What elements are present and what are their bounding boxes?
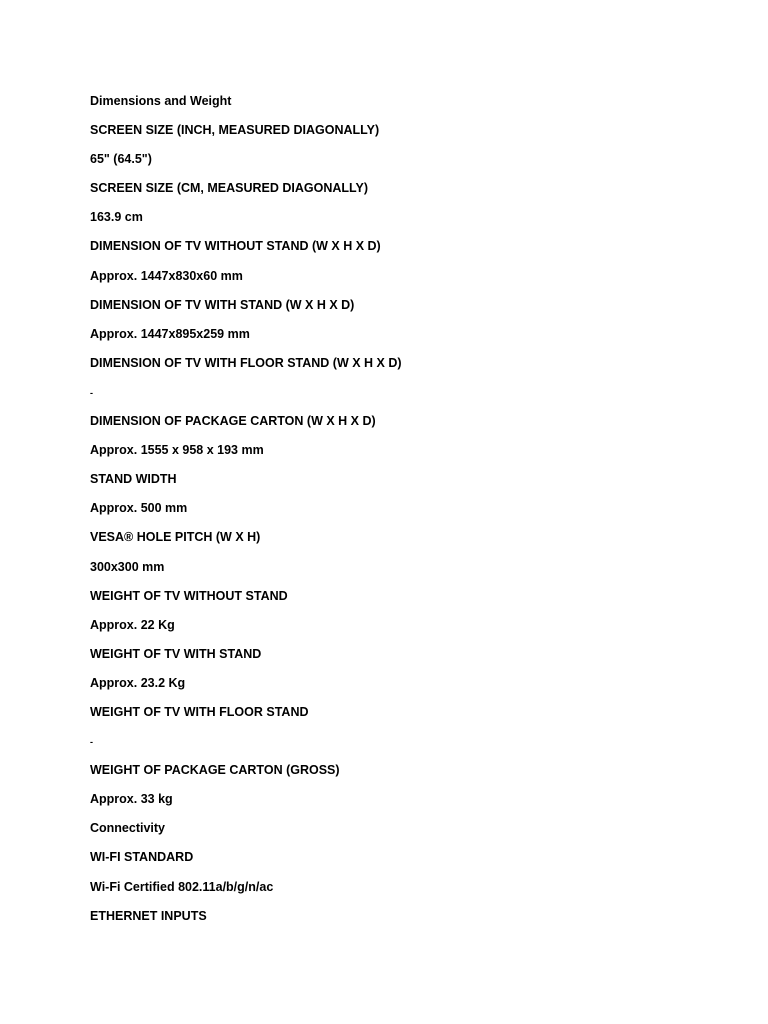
spec-value-weight-without-stand: Approx. 22 Kg (90, 617, 175, 632)
spec-label-wifi-standard: WI-FI STANDARD (90, 850, 194, 865)
spec-list (90, 92, 710, 936)
spec-label-vesa-hole-pitch: VESA® HOLE PITCH (W X H) (90, 530, 261, 545)
spec-value-vesa-hole-pitch: 300x300 mm (90, 559, 165, 574)
spec-label-package-carton-weight: WEIGHT OF PACKAGE CARTON (GROSS) (90, 763, 340, 778)
spec-value-stand-width: Approx. 500 mm (90, 501, 188, 516)
spec-value-dimension-with-floor-stand: - (90, 387, 93, 398)
spec-label-stand-width: STAND WIDTH (90, 472, 177, 487)
spec-value-screen-size-inch: 65" (64.5") (90, 152, 152, 167)
spec-label-dimension-with-stand: DIMENSION OF TV WITH STAND (W X H X D) (90, 297, 355, 312)
spec-label-screen-size-inch: SCREEN SIZE (INCH, MEASURED DIAGONALLY) (90, 123, 380, 138)
spec-value-dimension-with-stand: Approx. 1447x895x259 mm (90, 326, 250, 341)
spec-value-screen-size-cm: 163.9 cm (90, 210, 143, 225)
spec-label-dimension-without-stand: DIMENSION OF TV WITHOUT STAND (W X H X D) (90, 239, 381, 254)
spec-label-weight-with-floor-stand: WEIGHT OF TV WITH FLOOR STAND (90, 704, 309, 719)
section-heading-dimensions-and-weight: Dimensions and Weight (90, 94, 232, 108)
spec-value-package-carton-dimension: Approx. 1555 x 958 x 193 mm (90, 443, 264, 458)
spec-value-weight-with-stand: Approx. 23.2 Kg (90, 675, 186, 690)
spec-label-package-carton-dimension: DIMENSION OF PACKAGE CARTON (W X H X D) (90, 414, 376, 429)
spec-value-wifi-standard: Wi-Fi Certified 802.11a/b/g/n/ac (90, 879, 274, 894)
spec-value-dimension-without-stand: Approx. 1447x830x60 mm (90, 268, 243, 283)
spec-label-weight-with-stand: WEIGHT OF TV WITH STAND (90, 646, 262, 661)
spec-value-weight-with-floor-stand: - (90, 737, 93, 748)
spec-label-weight-without-stand: WEIGHT OF TV WITHOUT STAND (90, 588, 288, 603)
section-heading-connectivity: Connectivity (90, 821, 166, 836)
spec-label-screen-size-cm: SCREEN SIZE (CM, MEASURED DIAGONALLY) (90, 181, 369, 196)
spec-label-dimension-with-floor-stand: DIMENSION OF TV WITH FLOOR STAND (W X H X D) (90, 355, 402, 370)
spec-label-ethernet-inputs: ETHERNET INPUTS (90, 908, 207, 923)
spec-value-package-carton-weight: Approx. 33 kg (90, 792, 173, 807)
